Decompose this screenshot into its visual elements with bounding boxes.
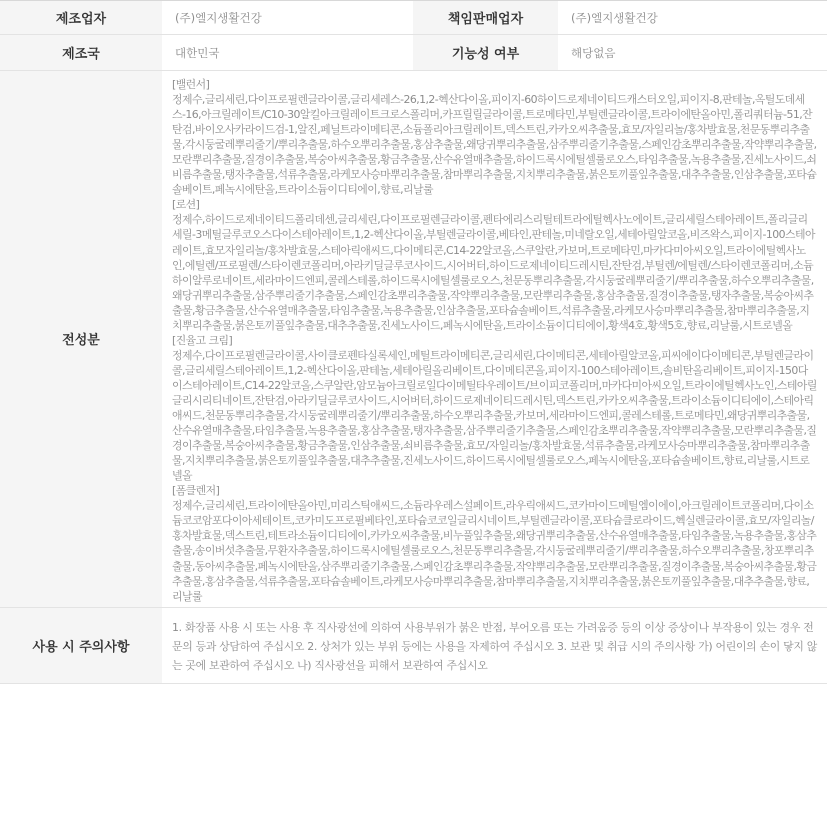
- caution-value: 1. 화장품 사용 시 또는 사용 후 직사광선에 의하여 사용부위가 붉은 반점, 부어오름 또는 가려움증 등의 이상 증상이나 부작용이 있는 경우 전문의 등과 상담하여 주십시오 2. 상처가 있는 부위 등에는 사용을 자제하여 주십시오 3. 보관 및 취급 시의 주의사항 가) 어린이의 손이 닿지 않는 곳에 보관하여 주십시오 나) 직사광선을 피해서 보관하여 주십시오: [162, 607, 827, 683]
- ingredients-label: 전성분: [0, 71, 162, 608]
- ingredients-section-lotion: [172, 197, 817, 332]
- ingredients-value: [162, 71, 827, 608]
- seller-label: 책임판매업자: [413, 1, 558, 35]
- seller-value: (주)엘지생활건강: [558, 1, 827, 35]
- section-title: [밸런서]: [172, 78, 210, 91]
- section-text: 정제수,글리세린,트라이에탄올아민,미리스틱애씨드,소듐라우레스설페이트,라우릭애씨드,코카마이드메틸엠이에이,아크릴레이트코폴리머,다이소듐코코암포다이아세테이트,코카미도프로필베타인,포타슘코코일글리시네이트,부틸렌글라이콜,포타슘클로라이드,헥실렌글라이콜,효모/자일리놀/홍차발효물,덱스트린,테트라소듐이디티에이,카카오씨추출물,비누풀잎추출물,왜당귀뿌리추출물,산수유열매추출물,타임추출물,녹용추출물,홍삼추출물,송이버섯추출물,무환자추출물,하이드록시에틸셀룰로오스,천문동뿌리추출물,각시둥굴레뿌리줄기/뿌리추출물,하수오뿌리추출물,창포뿌리추출물,동아씨추출물,페녹시에탄올,삼주뿌리줄기추출물,스페인감초뿌리추출물,작약뿌리추출물,모란뿌리추출물,질경이추출물,복숭아씨추출물,황금추출물,홍삼추출물,석류추출물,포타슘솔베이트,라케모사승마뿌리추출물,참마뿌리추출물,지치뿌리추출물,붉은토끼풀잎추출물,대추추출물,향료,리날룰: [172, 499, 817, 603]
- manufacturer-value: (주)엘지생활건강: [162, 1, 413, 35]
- section-title: [폼클렌저]: [172, 484, 220, 498]
- section-title: [로션]: [172, 198, 200, 212]
- manufacturer-row: [0, 1, 827, 35]
- section-title: [진율고 크림]: [172, 333, 233, 347]
- country-value: 대한민국: [162, 35, 413, 71]
- caution-label: 사용 시 주의사항: [0, 607, 162, 683]
- ingredients-section-cleanser: [172, 483, 817, 603]
- caution-row: [0, 607, 827, 683]
- country-row: [0, 35, 827, 71]
- ingredients-section-cream: [172, 333, 817, 483]
- section-text: 정제수,글리세린,다이프로필렌글라이콜,글리세레스-26,1,2-헥산다이올,피이지-60하이드로제네이티드캐스터오일,피이지-8,판테놀,옥틸도데세스-16,아크릴레이트/C10-30알킬아크릴레이트크로스폴리머,카프릴릴글라이콜,트로메타민,부틸렌글라이콜,트라이에탄올아민,폴리쿼터늄-51,잔탄검,바이오사카라이드검-1,알진,페닐트라이메티콘,소듐폴리아크릴레이트,덱스트린,카카오씨추출물,효모/자일리놀/홍차발효물,천문동뿌리추출물,각시둥굴레뿌리줄기/뿌리추출물,하수오뿌리추출물,홍삼추출물,왜당귀뿌리추출물,삼주뿌리줄기추출물,스페인감초뿌리추출물,작약뿌리추출물,모란뿌리추출물,질경이추출물,복숭아씨추출물,황금추출물,산수유열매추출물,하이드록시에틸셀룰로오스,타임추출물,녹용추출물,진세노사이드,쇠비름추출물,탱자추출물,석류추출물,라케모사승마뿌리추출물,참마뿌리추출물,지치뿌리추출물,붉은토끼풀잎추출물,대추추출물,인삼추출물,포타슘솔베이트,페녹시에탄올,트라이소듐이디티에이,향료,리날룰: [172, 93, 817, 197]
- ingredients-section-balancer: [172, 77, 817, 197]
- section-text: 정제수,다이프로필렌글라이콜,사이클로펜타실록세인,메틸트라이메티콘,글리세린,다이메티콘,세테아릴알코올,피씨에이다이메티콘,부틸렌글라이콜,글리세릴스테아레이트,1,2-헥산다이올,판테놀,세테아릴올리베이트,다이메티콘올,피이지-100스테아레이트,솔비탄올리베이트,피이지-150다이스테아레이트,C14-22알코올,스쿠알란,암모늄아크릴로일다이메틸타우레이트/브이피코폴리머,마카다미아씨오일,트라이에틸헥사노인,스테아릴글리시리티네이트,잔탄검,아라키딜글루코사이드,시어버터,하이드로제네이티드레시틴,덱스트린,카카오씨추출물,트라이소듐이디티에이,스테아릭애씨드,천문동뿌리추출물,각시둥굴레뿌리줄기/뿌리추출물,하수오뿌리추출물,카보머,세라마이드엔피,콜레스테롤,트로메타민,왜당귀뿌리추출물,산수유열매추출물,타임추출물,녹용추출물,홍삼추출물,탱자추출물,삼주뿌리줄기추출물,스페인감초뿌리추출물,작약뿌리추출물,모란뿌리추출물,질경이추출물,복숭아씨추출물,황금추출물,인삼추출물,쇠비름추출물,효모/자일리놀/홍차발효물,석류추출물,라케모사승마뿌리추출물,참마뿌리추출물,지치뿌리추출물,붉은토끼풀잎추출물,대추추출물,진세노사이드,하이드록시에틸셀룰로오스,페녹시에탄올,포타슘솔베이트,향료,리날룰,시트로넬올: [172, 348, 817, 483]
- manufacturer-label: 제조업자: [0, 1, 162, 35]
- functional-value: 해당없음: [558, 35, 827, 71]
- functional-label: 기능성 여부: [413, 35, 558, 71]
- section-text: 정제수,하이드로제네이티드폴리데센,글리세린,다이프로필렌글라이콜,펜타에리스리틸테트라에틸헥사노에이트,글리세릴스테아레이트,폴리글리세릴-3메틸글루코오스다이스테아레이트,1,2-헥산다이올,부틸렌글라이콜,베타인,판테놀,미네랄오일,세테아릴알코올,비즈왁스,피이지-100스테아레이트,효모자일리놀/홍차발효물,스테아릭애씨드,다이메티콘,C14-22알코올,스쿠알란,카보머,트로메타민,마카다미아씨오일,트라이에틸헥사노인,에틸렌/프로필렌/스타이렌코폴리머,아라키딜글루코사이드,시어버터,하이드로제네이티드레시틴,잔탄검,부틸렌/에틸렌/스타이렌코폴리머,소듐하이알루로네이트,세라마이드엔피,콜레스테롤,하이드록시에틸셀룰로오스,천문동뿌리추출물,각시둥굴레뿌리줄기/뿌리추출물,하수오뿌리추출물,왜당귀뿌리추출물,삼주뿌리줄기추출물,스페인감초뿌리추출물,작약뿌리추출물,모란뿌리추출물,홍삼추출물,질경이추출물,탱자추출물,복숭아씨추출물,황금추출물,산수유열매추출물,타임추출물,녹용추출물,인삼추출물,포타슘솔베이트,석류추출물,라케모사승마뿌리추출물,참마뿌리추출물,지치뿌리추출물,붉은토끼풀잎추출물,대추추출물,진세노사이드,페녹시에탄올,트라이소듐이디티에이,황색4호,황색5호,향료,리날룰,시트로넬올: [172, 213, 815, 332]
- country-label: 제조국: [0, 35, 162, 71]
- ingredients-row: [0, 71, 827, 608]
